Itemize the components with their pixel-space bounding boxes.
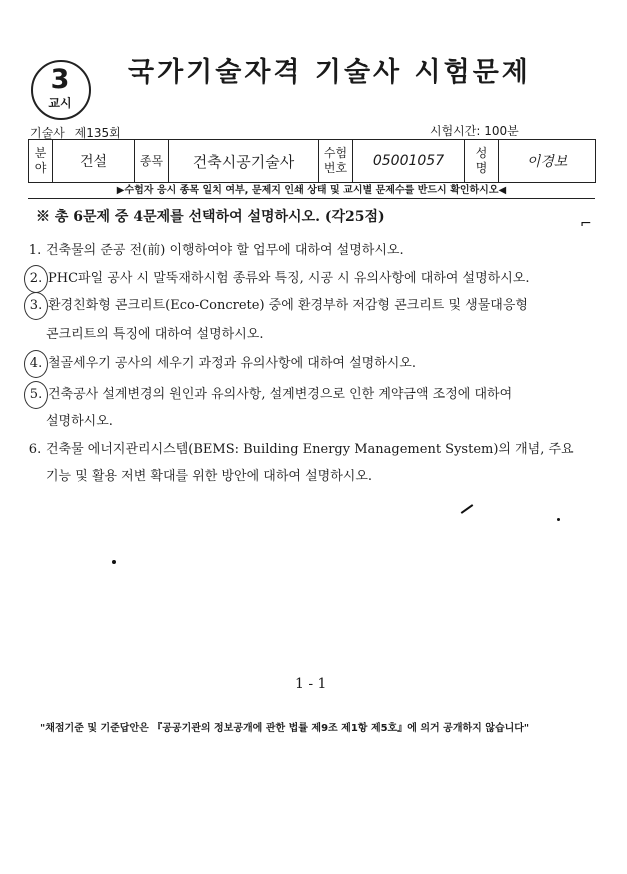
question-6 [24,437,574,463]
time-limit: 시험시간: 100분 [430,124,519,138]
question-2 [24,265,529,293]
pen-mark: ⌐ [580,216,592,232]
question-text: 철골세우기 공사의 세우기 과정과 유의사항에 대하여 설명하시오. [48,356,416,371]
notice-bar: ▶수험자 응시 종목 일치 여부, 문제지 인쇄 상태 및 교시별 문제수를 반드시 확인하시오◀ [28,184,595,199]
question-number: 5. [24,381,48,409]
page-number: 1 - 1 [295,676,327,692]
question-text: 건축물 에너지관리시스템(BEMS: Building Energy Management System)의 개념, 주요 [46,442,574,457]
field-value-cell: 건설 [53,140,135,183]
pen-dot [557,518,560,521]
pen-dot [112,560,116,564]
question-3 [24,292,528,320]
footer-notice: "채점기준 및 기준답안은 『공공기관의 정보공개에 관한 법률 제9조 제1항 제5호』에 의거 공개하지 않습니다" [40,723,530,734]
name-label-cell: 성 명 [465,140,499,183]
question-text: 건축물의 준공 전(前) 이행하여야 할 업무에 대하여 설명하시오. [46,243,404,258]
category-label: 기술사 [30,126,65,140]
question-number: 1. [28,243,42,258]
question-number: 3. [24,292,48,320]
pen-mark [461,504,474,514]
question-number: 6. [28,442,42,457]
question-5 [24,381,512,409]
question-text: PHC파일 공사 시 말뚝재하시험 종류와 특징, 시공 시 유의사항에 대하여 설명하시오. [48,271,530,286]
question-number: 4. [24,350,48,378]
question-text: 건축공사 설계변경의 원인과 유의사항, 설계변경으로 인한 계약금액 조정에 대하여 [48,387,513,402]
question-number: 2. [24,265,48,293]
question-3-cont: 콘크리트의 특징에 대하여 설명하시오. [46,327,264,342]
instruction-text: ※ 총 6문제 중 4문제를 선택하여 설명하시오. (각25점) [36,209,385,225]
subject-value-cell: 건축시공기술사 [169,140,319,183]
subject-label-cell: 종목 [135,140,169,183]
document-title: 국가기술자격 기술사 시험문제 [128,57,531,88]
question-4 [24,350,416,378]
question-text: 환경친화형 콘크리트(Eco-Concrete) 중에 환경부하 저감형 콘크리트 및 생물대응형 [48,298,528,313]
exam-no-label-cell: 수험 번호 [319,140,353,183]
exam-info-table [28,139,596,183]
session-label: 교시 [48,96,72,110]
field-label-cell: 분 야 [29,140,53,183]
session-number: 3 [50,64,70,95]
round-label: 제135회 [74,126,121,140]
exam-no-value-cell: 05001057 [353,140,465,183]
question-5-cont: 설명하시오. [46,414,113,429]
name-value-cell: 이경보 [499,140,596,183]
question-1 [24,238,404,264]
question-6-cont: 기능 및 활용 저변 확대를 위한 방안에 대하여 설명하시오. [46,469,373,484]
